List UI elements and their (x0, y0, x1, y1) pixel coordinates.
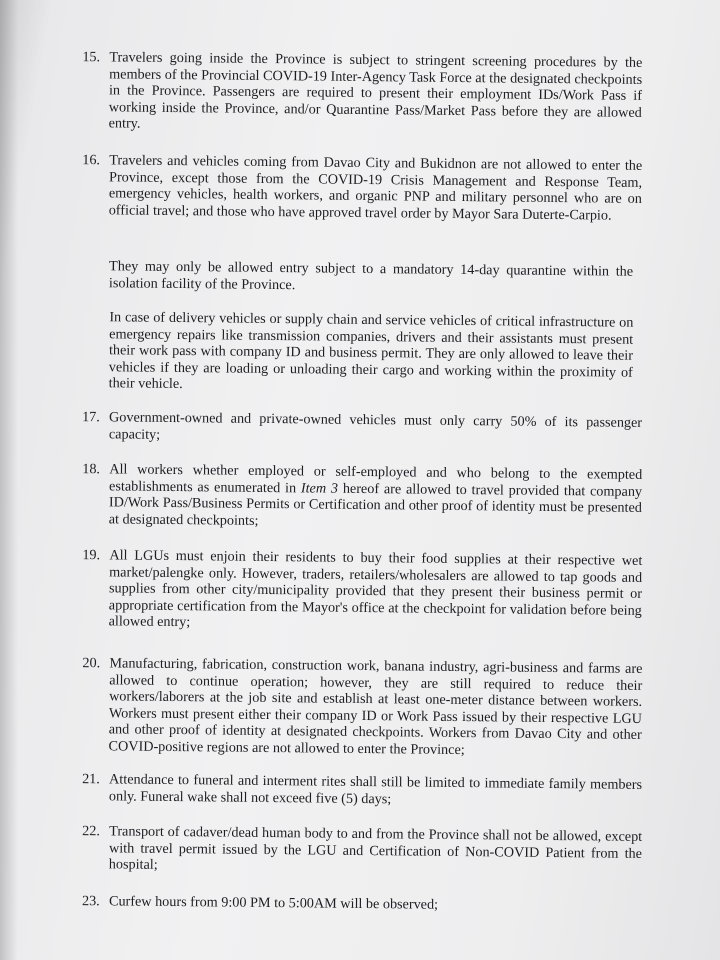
item-text: Transport of cadaver/dead human body to and from the Province shall not be allowed, except with travel permit issued by the LGU and Certification of Non-COVID Patient from the hospital; (108, 823, 643, 874)
item-text-part: hereof are allowed to travel provided that company ID/Work Pass/Business Permits or Certification and other proof of identity must be presented at designated checkpoints; (108, 480, 643, 529)
list-item-17 (82, 409, 642, 448)
item-16-subparagraph-quarantine: They may only be allowed entry subject to a mandatory 14-day quarantine within the isolation facility of the Province. (108, 258, 634, 293)
item-number: 22. (82, 823, 101, 840)
item-text: Travelers and vehicles coming from Davao City and Bukidnon are not allowed to enter the Province, except those from the COVID-19 Crisis Management and Response Team, emergency vehicles, health workers, and organic PNP and military personnel who are on official travel; and those who have approved travel order by Mayor Sara Duterte-Carpio. (108, 152, 643, 224)
list-item-16 (82, 152, 643, 224)
item-text-part: All workers whether employed or self-employed and who belong to the exempted establishments as enumerated in (109, 461, 643, 496)
item-number: 18. (82, 461, 101, 478)
item-16-subparagraph-delivery: In case of delivery vehicles or supply chain and service vehicles of critical infrastructure on emergency repairs like transmission companies, drivers and their assistants must present their work pass with company ID and business permit. They are only allowed to leave their vehicles if they are loading or unloading their cargo and working within the proximity of their vehicle. (108, 309, 634, 393)
item-text: Government-owned and private-owned vehicles must only carry 50% of its passenger capacity; (108, 409, 643, 443)
item-text: Travelers going inside the Province is subject to stringent screening procedures by the members of the Provincial COVID-19 Inter-Agency Task Force at the designated checkpoints in the Province. Passengers are required to present their employment IDs/Work Pass if working inside the Province, and/or Quarantine Pass/Market Pass before they are allowed entry. (108, 49, 643, 133)
item-text: All LGUs must enjoin their residents to buy their food supplies at their respective wet market/palengke only. However, traders, retailers/wholesalers are allowed to tap goods and supplies from other city/municipality provided that they present their business permit or appropriate certification from the Mayor's office at the checkpoint for validation before being allowed entry; (108, 547, 643, 631)
item-number: 16. (82, 152, 101, 169)
item-text: Attendance to funeral and interment rites shall still be limited to immediate family members only. Funeral wake shall not exceed five (5) days; (108, 771, 643, 807)
list-item-18 (82, 461, 643, 533)
item-number: 23. (81, 893, 100, 910)
list-item-22 (82, 823, 642, 879)
list-item-20 (81, 655, 642, 760)
list-item-21 (82, 771, 642, 810)
item-reference-italic: Item 3 (300, 479, 339, 497)
item-number: 17. (82, 409, 100, 426)
list-item-23 (82, 893, 642, 915)
item-number: 19. (82, 547, 101, 564)
list-item-19 (82, 547, 643, 636)
list-item-15 (82, 49, 643, 138)
item-text: Curfew hours from 9:00 PM to 5:00AM will be observed; (108, 893, 439, 913)
item-number: 21. (82, 771, 100, 788)
item-text: Manufacturing, fabrication, construction work, banana industry, agri-business and farms are allowed to continue operation; however, they are still required to reduce their workers/laborers at the job site and establish at least one-meter distance between workers. Workers must present either their company ID or Work Pass issued by their respective LGU and other proof of identity at designated checkpoints. Workers from Davao City and other COVID-positive regions are not allowed to enter the Province; (108, 655, 643, 759)
item-number: 20. (82, 655, 101, 672)
item-number: 15. (82, 49, 101, 66)
item-text (109, 461, 643, 533)
